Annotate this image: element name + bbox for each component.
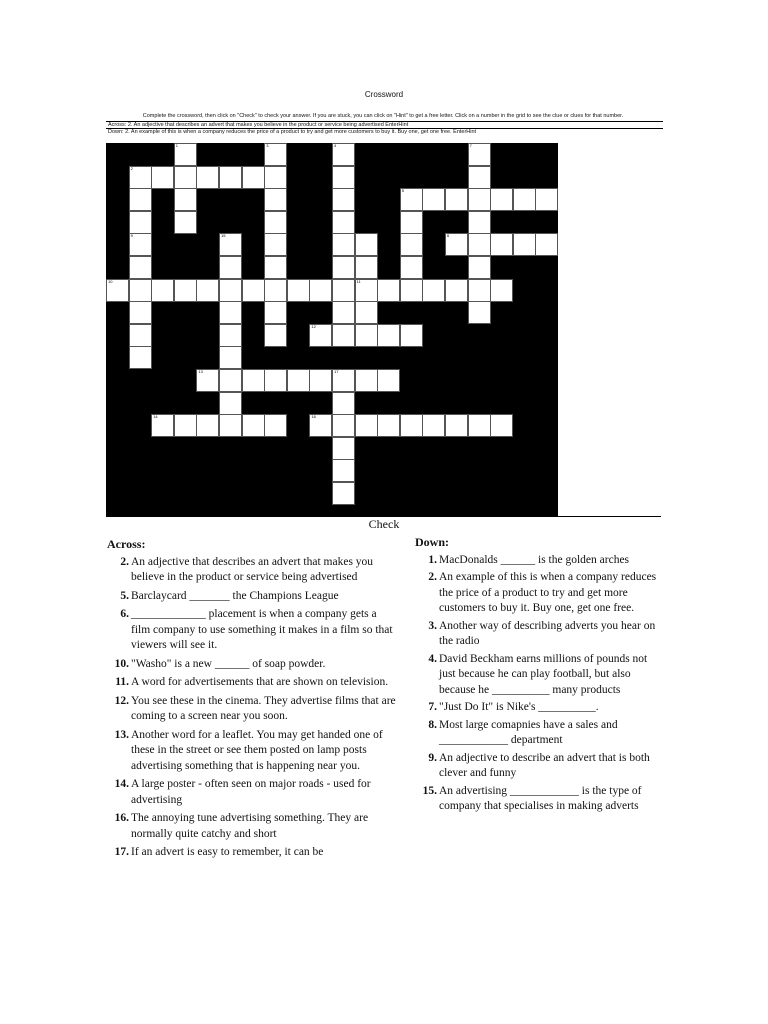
clue-number: 12. xyxy=(114,694,129,707)
down-clues xyxy=(415,535,665,817)
grid-cell[interactable] xyxy=(400,279,423,302)
grid-cell[interactable] xyxy=(242,166,265,189)
clue-number: 17. xyxy=(114,846,129,858)
cell-number[interactable]: 14 xyxy=(153,414,158,420)
clue-text: If an advert is easy to remember, it can be xyxy=(131,846,324,858)
grid-cell[interactable] xyxy=(332,324,355,347)
grid-cell[interactable] xyxy=(129,279,152,302)
grid-cell[interactable] xyxy=(377,279,400,302)
clue-text: An adjective to describe an advert that is both clever and funny xyxy=(439,751,650,779)
grid-cell[interactable] xyxy=(129,166,152,189)
clue-item xyxy=(107,607,397,654)
clue-item xyxy=(107,694,397,725)
grid-bottom-rule xyxy=(558,516,661,517)
clue-text: Most large comapnies have a sales and ____________ department xyxy=(439,718,618,746)
clue-item xyxy=(415,652,665,699)
hint-down: Down: 2. An example of this is when a company reduces the price of a product to try and get more customers to buy it. Buy one, get one free. EnterHint xyxy=(108,129,477,135)
clue-text: You see these in the cinema. They advertise films that are coming to a screen near you soon. xyxy=(131,694,396,722)
grid-cell[interactable] xyxy=(264,256,287,279)
cell-number[interactable]: 16 xyxy=(311,414,316,420)
grid-cell[interactable] xyxy=(355,301,378,324)
cell-number[interactable]: 7 xyxy=(469,143,472,148)
clue-text: An advertising ____________ is the type of company that specialises in making adverts xyxy=(439,784,642,812)
cell-number[interactable]: 17 xyxy=(334,369,339,374)
grid-cell[interactable] xyxy=(219,369,242,392)
across-clues xyxy=(107,537,397,864)
clue-text: A word for advertisements that are shown on television. xyxy=(131,676,389,688)
instructions: Complete the crossword, then click on "Check" to check your answer. If you are stuck, you can click on "Hint" to get a free letter. Click on a number in the grid to see the clue or clues for that number. xyxy=(142,113,624,119)
grid-cell[interactable] xyxy=(355,369,378,392)
clue-text: "Just Do It" is Nike's __________. xyxy=(439,701,599,713)
grid-cell[interactable] xyxy=(332,256,355,279)
grid-cell[interactable] xyxy=(151,414,174,437)
clue-number: 14. xyxy=(114,778,129,790)
grid-cell[interactable] xyxy=(174,211,197,234)
clue-item xyxy=(107,811,397,842)
grid-cell[interactable] xyxy=(490,233,513,256)
grid-cell[interactable] xyxy=(309,369,332,392)
grid-cell[interactable] xyxy=(332,301,355,324)
grid-cell[interactable] xyxy=(219,166,242,189)
grid-cell[interactable] xyxy=(400,414,423,437)
grid-cell[interactable] xyxy=(242,279,265,302)
grid-cell[interactable] xyxy=(468,414,491,437)
cell-number[interactable]: 5 xyxy=(401,188,405,194)
grid-cell[interactable] xyxy=(332,369,355,392)
clue-number: 3. xyxy=(428,619,437,632)
grid-cell[interactable] xyxy=(332,392,355,415)
grid-cell[interactable] xyxy=(400,188,423,211)
clue-number: 1. xyxy=(428,553,437,566)
grid-cell[interactable] xyxy=(332,211,355,234)
clue-item xyxy=(107,675,397,691)
grid-cell[interactable] xyxy=(535,188,558,211)
clue-item xyxy=(107,845,397,861)
grid-cell[interactable] xyxy=(174,143,197,166)
clue-item xyxy=(415,718,665,749)
clue-number: 5. xyxy=(120,589,129,602)
cell-number[interactable]: 3 xyxy=(266,143,269,148)
cell-number[interactable]: 15 xyxy=(221,233,226,239)
clue-item xyxy=(415,700,665,716)
grid-cell[interactable] xyxy=(129,188,152,211)
cell-number[interactable]: 9 xyxy=(130,233,133,239)
clue-number: 2. xyxy=(428,571,437,583)
clue-number: 15. xyxy=(422,784,437,797)
grid-cell[interactable] xyxy=(174,188,197,211)
grid-cell[interactable] xyxy=(468,211,491,234)
grid-cell[interactable] xyxy=(332,482,355,505)
grid-cell[interactable] xyxy=(242,369,265,392)
grid-cell[interactable] xyxy=(490,414,513,437)
grid-cell[interactable] xyxy=(129,346,152,369)
page-title: Crossword xyxy=(364,90,404,99)
grid-cell[interactable] xyxy=(309,324,332,347)
clue-number: 11. xyxy=(115,676,129,688)
grid-cell[interactable] xyxy=(355,233,378,256)
grid-cell[interactable] xyxy=(377,324,400,347)
grid-cell[interactable] xyxy=(400,256,423,279)
grid-cell[interactable] xyxy=(400,233,423,256)
cell-number[interactable]: 11 xyxy=(356,278,361,284)
clue-number: 6. xyxy=(120,608,129,620)
cell-number[interactable]: 13 xyxy=(198,369,203,374)
clue-text: Another way of describing adverts you hear on the radio xyxy=(439,619,656,647)
cell-number[interactable]: 2 xyxy=(130,165,133,171)
clue-item xyxy=(415,553,665,569)
grid-cell[interactable] xyxy=(332,414,355,437)
grid-cell[interactable] xyxy=(332,459,355,482)
clue-number: 4. xyxy=(428,652,437,665)
clue-text: _____________ placement is when a company gets a film company to use something it makes in a film so that viewers will see it. xyxy=(131,608,393,651)
clue-text: Barclaycard _______ the Champions League xyxy=(131,589,339,602)
cell-number[interactable]: 12 xyxy=(311,323,316,329)
grid-cell[interactable] xyxy=(445,188,468,211)
clue-item xyxy=(415,784,665,815)
grid-cell[interactable] xyxy=(332,166,355,189)
grid-cell[interactable] xyxy=(422,188,445,211)
cell-number[interactable]: 4 xyxy=(334,143,337,148)
clue-text: David Beckham earns millions of pounds not just because he can play football, but also because he __________ many products xyxy=(439,652,648,696)
grid-cell[interactable] xyxy=(264,414,287,437)
clue-text: Another word for a leaflet. You may get handed one of these in the street or see them posted on lamp posts advertising something that is happening near you. xyxy=(131,728,383,772)
clue-number: 8. xyxy=(428,718,437,731)
cell-number[interactable]: 6 xyxy=(447,233,450,239)
grid-cell[interactable] xyxy=(264,301,287,324)
grid-cell[interactable] xyxy=(445,233,468,256)
grid-cell[interactable] xyxy=(309,414,332,437)
grid-cell[interactable] xyxy=(332,188,355,211)
grid-cell[interactable] xyxy=(468,301,491,324)
grid-cell[interactable] xyxy=(355,279,378,302)
grid-cell[interactable] xyxy=(196,279,219,302)
grid-cell[interactable] xyxy=(422,279,445,302)
grid-cell[interactable] xyxy=(309,279,332,302)
grid-cell[interactable] xyxy=(355,414,378,437)
grid-cell[interactable] xyxy=(468,188,491,211)
grid-cell[interactable] xyxy=(468,143,491,166)
grid-cell[interactable] xyxy=(535,233,558,256)
grid-cell[interactable] xyxy=(355,324,378,347)
grid-cell[interactable] xyxy=(490,279,513,302)
grid-cell[interactable] xyxy=(129,324,152,347)
grid-cell[interactable] xyxy=(468,256,491,279)
clue-item xyxy=(107,728,397,775)
grid-cell[interactable] xyxy=(174,279,197,302)
clue-text: "Washo" is a new ______ of soap powder. xyxy=(131,657,326,670)
grid-cell[interactable] xyxy=(422,414,445,437)
clue-item xyxy=(415,619,665,650)
clue-text: A large poster - often seen on major roads - used for advertising xyxy=(131,778,371,806)
cell-number[interactable]: 1 xyxy=(175,143,179,148)
grid-cell[interactable] xyxy=(129,211,152,234)
down-heading: Down: xyxy=(415,535,450,549)
grid-cell[interactable] xyxy=(219,256,242,279)
grid-cell[interactable] xyxy=(264,369,287,392)
grid-cell[interactable] xyxy=(377,414,400,437)
grid-cell[interactable] xyxy=(264,279,287,302)
grid-cell[interactable] xyxy=(332,233,355,256)
grid-cell[interactable] xyxy=(264,143,287,166)
grid-cell[interactable] xyxy=(468,166,491,189)
across-heading: Across: xyxy=(107,537,146,551)
grid-cell[interactable] xyxy=(219,392,242,415)
clue-number: 9. xyxy=(428,751,437,764)
check-button[interactable]: Check xyxy=(368,517,400,531)
grid-cell[interactable] xyxy=(196,369,219,392)
clue-number: 2. xyxy=(120,555,129,568)
clue-item xyxy=(107,555,397,586)
cell-number[interactable]: 10 xyxy=(108,278,113,284)
crossword-grid xyxy=(106,143,558,517)
grid-cell[interactable] xyxy=(513,233,536,256)
grid-cell[interactable] xyxy=(151,166,174,189)
clue-text: MacDonalds ______ is the golden arches xyxy=(439,553,630,566)
grid-cell[interactable] xyxy=(219,324,242,347)
grid-cell[interactable] xyxy=(264,188,287,211)
grid-cell[interactable] xyxy=(445,414,468,437)
grid-cell[interactable] xyxy=(332,279,355,302)
clue-number: 7. xyxy=(428,701,437,713)
grid-cell[interactable] xyxy=(196,166,219,189)
grid-cell[interactable] xyxy=(445,279,468,302)
grid-cell[interactable] xyxy=(219,414,242,437)
grid-cell[interactable] xyxy=(332,437,355,460)
clue-number: 16. xyxy=(114,812,129,824)
grid-cell[interactable] xyxy=(151,279,174,302)
grid-cell[interactable] xyxy=(219,301,242,324)
grid-cell[interactable] xyxy=(400,324,423,347)
clue-number: 13. xyxy=(114,728,129,741)
clue-item xyxy=(107,589,397,605)
grid-cell[interactable] xyxy=(219,279,242,302)
clue-text: The annoying tune advertising something. They are normally quite catchy and short xyxy=(131,812,369,840)
grid-cell[interactable] xyxy=(129,233,152,256)
grid-cell[interactable] xyxy=(287,279,310,302)
grid-cell[interactable] xyxy=(264,166,287,189)
clue-item xyxy=(415,751,665,782)
clue-text: An adjective that describes an advert that makes you believe in the product or service being advertised xyxy=(131,555,374,583)
grid-cell[interactable] xyxy=(332,143,355,166)
grid-cell[interactable] xyxy=(490,188,513,211)
clue-item xyxy=(107,657,397,673)
grid-cell[interactable] xyxy=(513,188,536,211)
grid-cell[interactable] xyxy=(196,414,219,437)
grid-cell[interactable] xyxy=(129,301,152,324)
grid-cell[interactable] xyxy=(264,211,287,234)
grid-cell[interactable] xyxy=(355,256,378,279)
grid-cell[interactable] xyxy=(468,279,491,302)
hint-across: Across: 2. An adjective that describes an advert that makes you believe in the product or service being advertised EnterHint xyxy=(108,122,409,128)
clue-item xyxy=(107,777,397,808)
grid-cell[interactable] xyxy=(377,369,400,392)
grid-cell[interactable] xyxy=(468,233,491,256)
grid-cell[interactable] xyxy=(106,279,129,302)
clue-text: An example of this is when a company reduces the price of a product to try and get more customers to buy it. Buy one, get one free. xyxy=(439,571,657,614)
grid-cell[interactable] xyxy=(264,324,287,347)
grid-cell[interactable] xyxy=(287,369,310,392)
grid-cell[interactable] xyxy=(219,233,242,256)
grid-cell[interactable] xyxy=(219,346,242,369)
clue-number: 10. xyxy=(114,657,129,670)
grid-cell[interactable] xyxy=(400,211,423,234)
grid-cell[interactable] xyxy=(242,414,265,437)
grid-cell[interactable] xyxy=(129,256,152,279)
grid-cell[interactable] xyxy=(174,414,197,437)
clue-item xyxy=(415,570,665,617)
grid-cell[interactable] xyxy=(264,233,287,256)
grid-cell[interactable] xyxy=(174,166,197,189)
